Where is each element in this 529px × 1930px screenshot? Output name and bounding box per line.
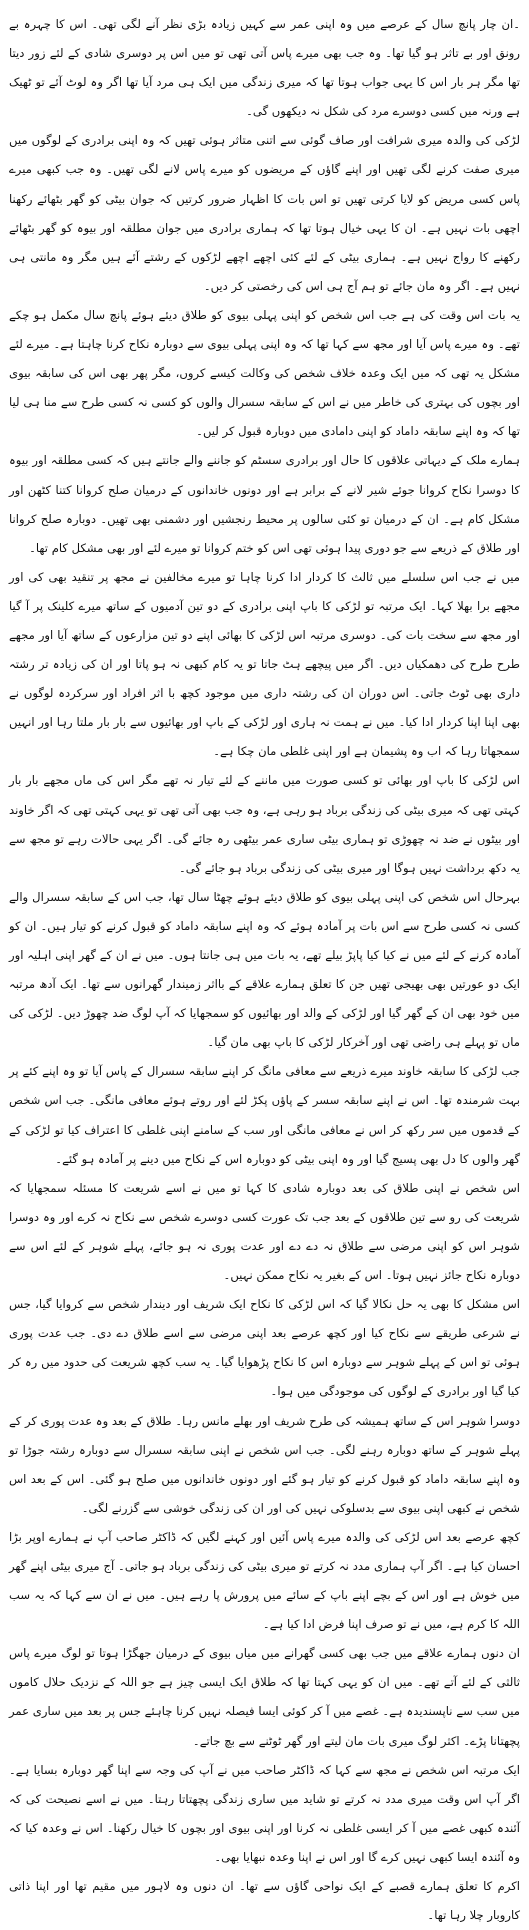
article-paragraph-13: ان دنوں ہمارے علاقے میں جب بھی کسی گھرانے میں میاں بیوی کے درمیان جھگڑا ہوتا تو لوگ میرے پاس ثالثی کے لئے آتے تھے۔ میں ان کو یہی کہتا تھا کہ طلاق ایک ایسی چیز ہے جو اللہ کے نزدیک حلال کاموں میں سب سے ناپسندیدہ ہے۔ غصے میں آ کر کوئی ایسا فیصلہ نہیں کرنا چاہئے جس پر بعد میں ساری عمر پچھتانا پڑے۔ اکثر لوگ میری بات مان لیتے اور گھر ٹوٹنے سے بچ جاتے۔: [9, 1646, 520, 1748]
article-paragraph-15: اکرم کا تعلق ہمارے قصبے کے ایک نواحی گاؤں سے تھا۔ ان دنوں وہ لاہور میں مقیم تھا اور اپنا ذاتی کاروبار چلا رہا تھا۔: [9, 1879, 520, 1923]
article-paragraph-6: اس لڑکی کا باپ اور بھائی تو کسی صورت میں ماننے کے لئے تیار نہ تھے مگر اس کی ماں مجھے بار بار کہتی تھی کہ میری بیٹی کی زندگی برباد ہو رہی ہے، وہ جب بھی آتی تھی تو یہی کہتی تھی کہ اگر خاوند اور بیٹوں نے ضد نہ چھوڑی تو ہماری بیٹی ساری عمر بیٹھی رہ جائے گی۔ اگر یہی حالات رہے تو مجھ سے یہ دکھ برداشت نہیں ہوگا اور میری بیٹی کی زندگی برباد ہو جائے گی۔: [9, 773, 520, 875]
article-paragraph-9: اس شخص نے اپنی طلاق کی بعد دوبارہ شادی کا کہا تو میں نے اسے شریعت کا مسئلہ سمجھایا کہ شریعت کی رو سے تین طلاقوں کے بعد جب تک عورت کسی دوسرے شخص سے نکاح نہ کرے اور وہ دوسرا شوہر اس کو اپنی مرضی سے طلاق نہ دے دے اور عدت پوری نہ ہو جائے، پہلے شوہر کے لئے اس سے دوبارہ نکاح جائز نہیں ہوتا۔ اس کے بغیر یہ نکاح ممکن نہیں۔: [9, 1180, 520, 1283]
article-paragraph-14: ایک مرتبہ اس شخص نے مجھ سے کہا کہ ڈاکٹر صاحب میں نے آپ کی وجہ سے اپنا گھر دوبارہ بسایا ہے۔ اگر آپ اس وقت میری مدد نہ کرتے تو شاید میں ساری زندگی پچھتاتا رہتا۔ میں نے اسے نصیحت کی کہ آئندہ کبھی غصے میں آ کر ایسی غلطی نہ کرنا اور اپنی بیوی اور بچوں کا خیال رکھنا۔ اس نے وعدہ کیا کہ وہ آئندہ ایسا کبھی نہیں کرے گا اور اس نے اپنا وعدہ نبھایا بھی۔: [9, 1762, 520, 1864]
article-paragraph-5: میں نے جب اس سلسلے میں ثالث کا کردار ادا کرنا چاہا تو میرے مخالفین نے مجھ پر تنقید بھی کی اور مجھے برا بھلا کہا۔ ایک مرتبہ تو لڑکی کا باپ اپنی برادری کے دو تین آدمیوں کے ساتھ میرے کلینک پر آ گیا اور مجھ سے سخت بات کی۔ دوسری مرتبہ اس لڑکی کا بھائی اپنے دو تین مزارعوں کے ساتھ آیا اور مجھے طرح طرح کی دھمکیاں دیں۔ اگر میں پیچھے ہٹ جاتا تو یہ کام کبھی نہ ہو پاتا اور ان کی زیادہ تر رشتہ داری بھی ٹوٹ جاتی۔ اس دوران ان کی رشتہ داری میں موجود کچھ با اثر افراد اور سرکردہ لوگوں نے بھی اپنا اپنا کردار ادا کیا۔ میں نے ہمت نہ ہاری اور لڑکی کے باپ اور بھائیوں سے بار بار ملتا رہا اور انہیں سمجھاتا رہا کہ اب وہ پشیمان ہے اور اپنی غلطی مان چکا ہے۔: [9, 569, 520, 759]
article-paragraph-2: لڑکی کی والدہ میری شرافت اور صاف گوئی سے اتنی متاثر ہوئی تھیں کہ وہ اپنی برادری کے لوگوں میں میری صفت کرنے لگی تھیں اور اپنے گاؤں کے مریضوں کو میرے پاس لانے لگی تھیں۔ وہ جب کبھی میرے پاس کسی مریض کو لایا کرتی تھیں تو اس بات کا اظہار ضرور کرتیں کہ جوان بیٹی کو گھر بٹھائے رکھنا اچھی بات نہیں ہے۔ ان کا یہی خیال ہوتا تھا کہ ہماری برادری میں جوان مطلقہ اور بیوہ کو گھر بٹھائے رکھنے کا رواج نہیں ہے۔ ہماری بیٹی کے لئے کئی اچھے اچھے لڑکوں کے رشتے آئے ہیں مگر وہ مانتی ہی نہیں ہے۔ اگر وہ مان جائے تو ہم آج ہی اس کی رخصتی کر دیں۔: [9, 133, 520, 293]
article-paragraph-11: دوسرا شوہر اس کے ساتھ ہمیشہ کی طرح شریف اور بھلے مانس رہا۔ طلاق کے بعد وہ عدت پوری کر کے پہلے شوہر کے ساتھ دوبارہ رہنے لگی۔ جب اس شخص نے اپنی سابقہ سسرال سے دوبارہ رشتہ جوڑا تو وہ اپنے سابقہ داماد کو قبول کرنے کو تیار ہو گئے اور دونوں خاندانوں میں صلح ہو گئی۔ اس کے بعد اس شخص نے کبھی اپنی بیوی سے بدسلوکی نہیں کی اور ان کی زندگی خوشی سے گزرنے لگی۔: [9, 1413, 520, 1515]
article-paragraph-7: بہرحال اس شخص کی اپنی پہلی بیوی کو طلاق دیئے ہوئے چھٹا سال تھا، جب اس کے سابقہ سسرال والے کسی نہ کسی طرح سے اس بات پر آمادہ ہوئے کہ وہ اپنے سابقہ داماد کو قبول کرنے کو تیار ہیں۔ ان کو آمادہ کرنے کے لئے میں نے کیا کیا پاپڑ بیلے تھے، یہ بات میں ہی جانتا ہوں۔ میں نے ان کے گھر اپنی اہلیہ اور ایک دو عورتیں بھی بھیجی تھیں جن کا تعلق ہمارے علاقے کے بااثر زمیندار گھرانوں سے تھا۔ ایک آدھ مرتبہ میں خود بھی ان کے گھر گیا اور لڑکی کے والد اور بھائیوں کو سمجھایا کہ آپ لوگ ضد چھوڑ دیں۔ لڑکی کی ماں تو پہلے ہی راضی تھی اور آخرکار لڑکی کا باپ بھی مان گیا۔: [9, 889, 520, 1050]
article-paragraph-12: کچھ عرصے بعد اس لڑکی کی والدہ میرے پاس آئیں اور کہنے لگیں کہ ڈاکٹر صاحب آپ نے ہمارے اوپر بڑا احسان کیا ہے۔ اگر آپ ہماری مدد نہ کرتے تو میری بیٹی کی زندگی برباد ہو جاتی۔ آج میری بیٹی اپنے گھر میں خوش ہے اور اس کے بچے اپنے باپ کے سائے میں پرورش پا رہے ہیں۔ میں نے ان سے کہا کہ یہ سب اللہ کا کرم ہے، میں نے تو صرف اپنا فرض ادا کیا ہے۔: [9, 1529, 520, 1632]
article-paragraph-8: جب لڑکی کا سابقہ خاوند میرے ذریعے سے معافی مانگ کر اپنے سابقہ سسرال کے پاس آیا تو وہ اپنے کئے پر بہت شرمندہ تھا۔ اس نے اپنے سابقہ سسر کے پاؤں پکڑ لئے اور روتے ہوئے معافی مانگی۔ جب اس شخص کے قدموں میں سر رکھ کر اس نے معافی مانگی اور سب کے سامنے اپنی غلطی کا اعتراف کیا تو لڑکی کے گھر والوں کا دل بھی پسیج گیا اور وہ اپنی بیٹی کو دوبارہ اس کے نکاح میں دینے پر آمادہ ہو گئے۔: [9, 1064, 520, 1166]
article-paragraph-3: یہ بات اس وقت کی ہے جب اس شخص کو اپنی پہلی بیوی کو طلاق دیئے ہوئے پانچ سال مکمل ہو چکے تھے۔ وہ میرے پاس آیا اور مجھ سے کہا تھا کہ وہ اپنی پہلی بیوی سے دوبارہ نکاح کرنا چاہتا ہے۔ میرے لئے مشکل یہ تھی کہ میں ایک وعدہ خلاف شخص کی وکالت کیسے کروں، مگر پھر بھی اس کی سابقہ بیوی اور بچوں کی بہتری کی خاطر میں نے اس کے سابقہ سسرال والوں کو کسی نہ کسی طرح سے منا ہی لیا تھا کہ وہ اپنے سابقہ داماد کو اپنی دامادی میں دوبارہ قبول کر لیں۔: [9, 307, 520, 439]
article-paragraph-10: اس مشکل کا بھی یہ حل نکالا گیا کہ اس لڑکی کا نکاح ایک شریف اور دیندار شخص سے کروایا گیا، جس نے شرعی طریقے سے نکاح کیا اور کچھ عرصے بعد اپنی مرضی سے اسے طلاق دے دی۔ جب عدت پوری ہوئی تو اس کے پہلے شوہر سے دوبارہ اس کا نکاح پڑھوایا گیا۔ یہ سب کچھ شریعت کی حدود میں رہ کر کیا گیا اور برادری کے لوگوں کی موجودگی میں ہوا۔: [9, 1297, 520, 1399]
article-paragraph-1: ۔ان چار پانچ سال کے عرصے میں وہ اپنی عمر سے کہیں زیادہ بڑی نظر آنے لگی تھی۔ اس کا چہرہ بے رونق اور بے تاثر ہو گیا تھا۔ وہ جب بھی میرے پاس آتی تھی تو میں اس پر دوسری شادی کے لئے زور دیتا تھا مگر ہر بار اس کا یہی جواب ہوتا تھا کہ میری زندگی میں ایک ہی مرد آیا تھا اگر وہ لوٹ آئے تو ٹھیک ہے ورنہ میں کسی دوسرے مرد کی شکل نہ دیکھوں گی۔: [9, 17, 520, 119]
article-paragraph-4: ہمارے ملک کے دیہاتی علاقوں کا حال اور برادری سسٹم کو جاننے والے جانتے ہیں کہ کسی مطلقہ اور بیوہ کا دوسرا نکاح کروانا جوئے شیر لانے کے برابر ہے اور دونوں خاندانوں کے درمیان صلح کروانا کتنا کٹھن اور مشکل کام ہے۔ ان کے درمیان تو کئی سالوں پر محیط رنجشیں اور دشمنی بھی تھیں۔ دوبارہ صلح کروانا اور طلاق کے ذریعے سے جو دوری پیدا ہوئی تھی اس کو ختم کروانا تو میرے لئے اور بھی مشکل کام تھا۔: [9, 453, 520, 555]
